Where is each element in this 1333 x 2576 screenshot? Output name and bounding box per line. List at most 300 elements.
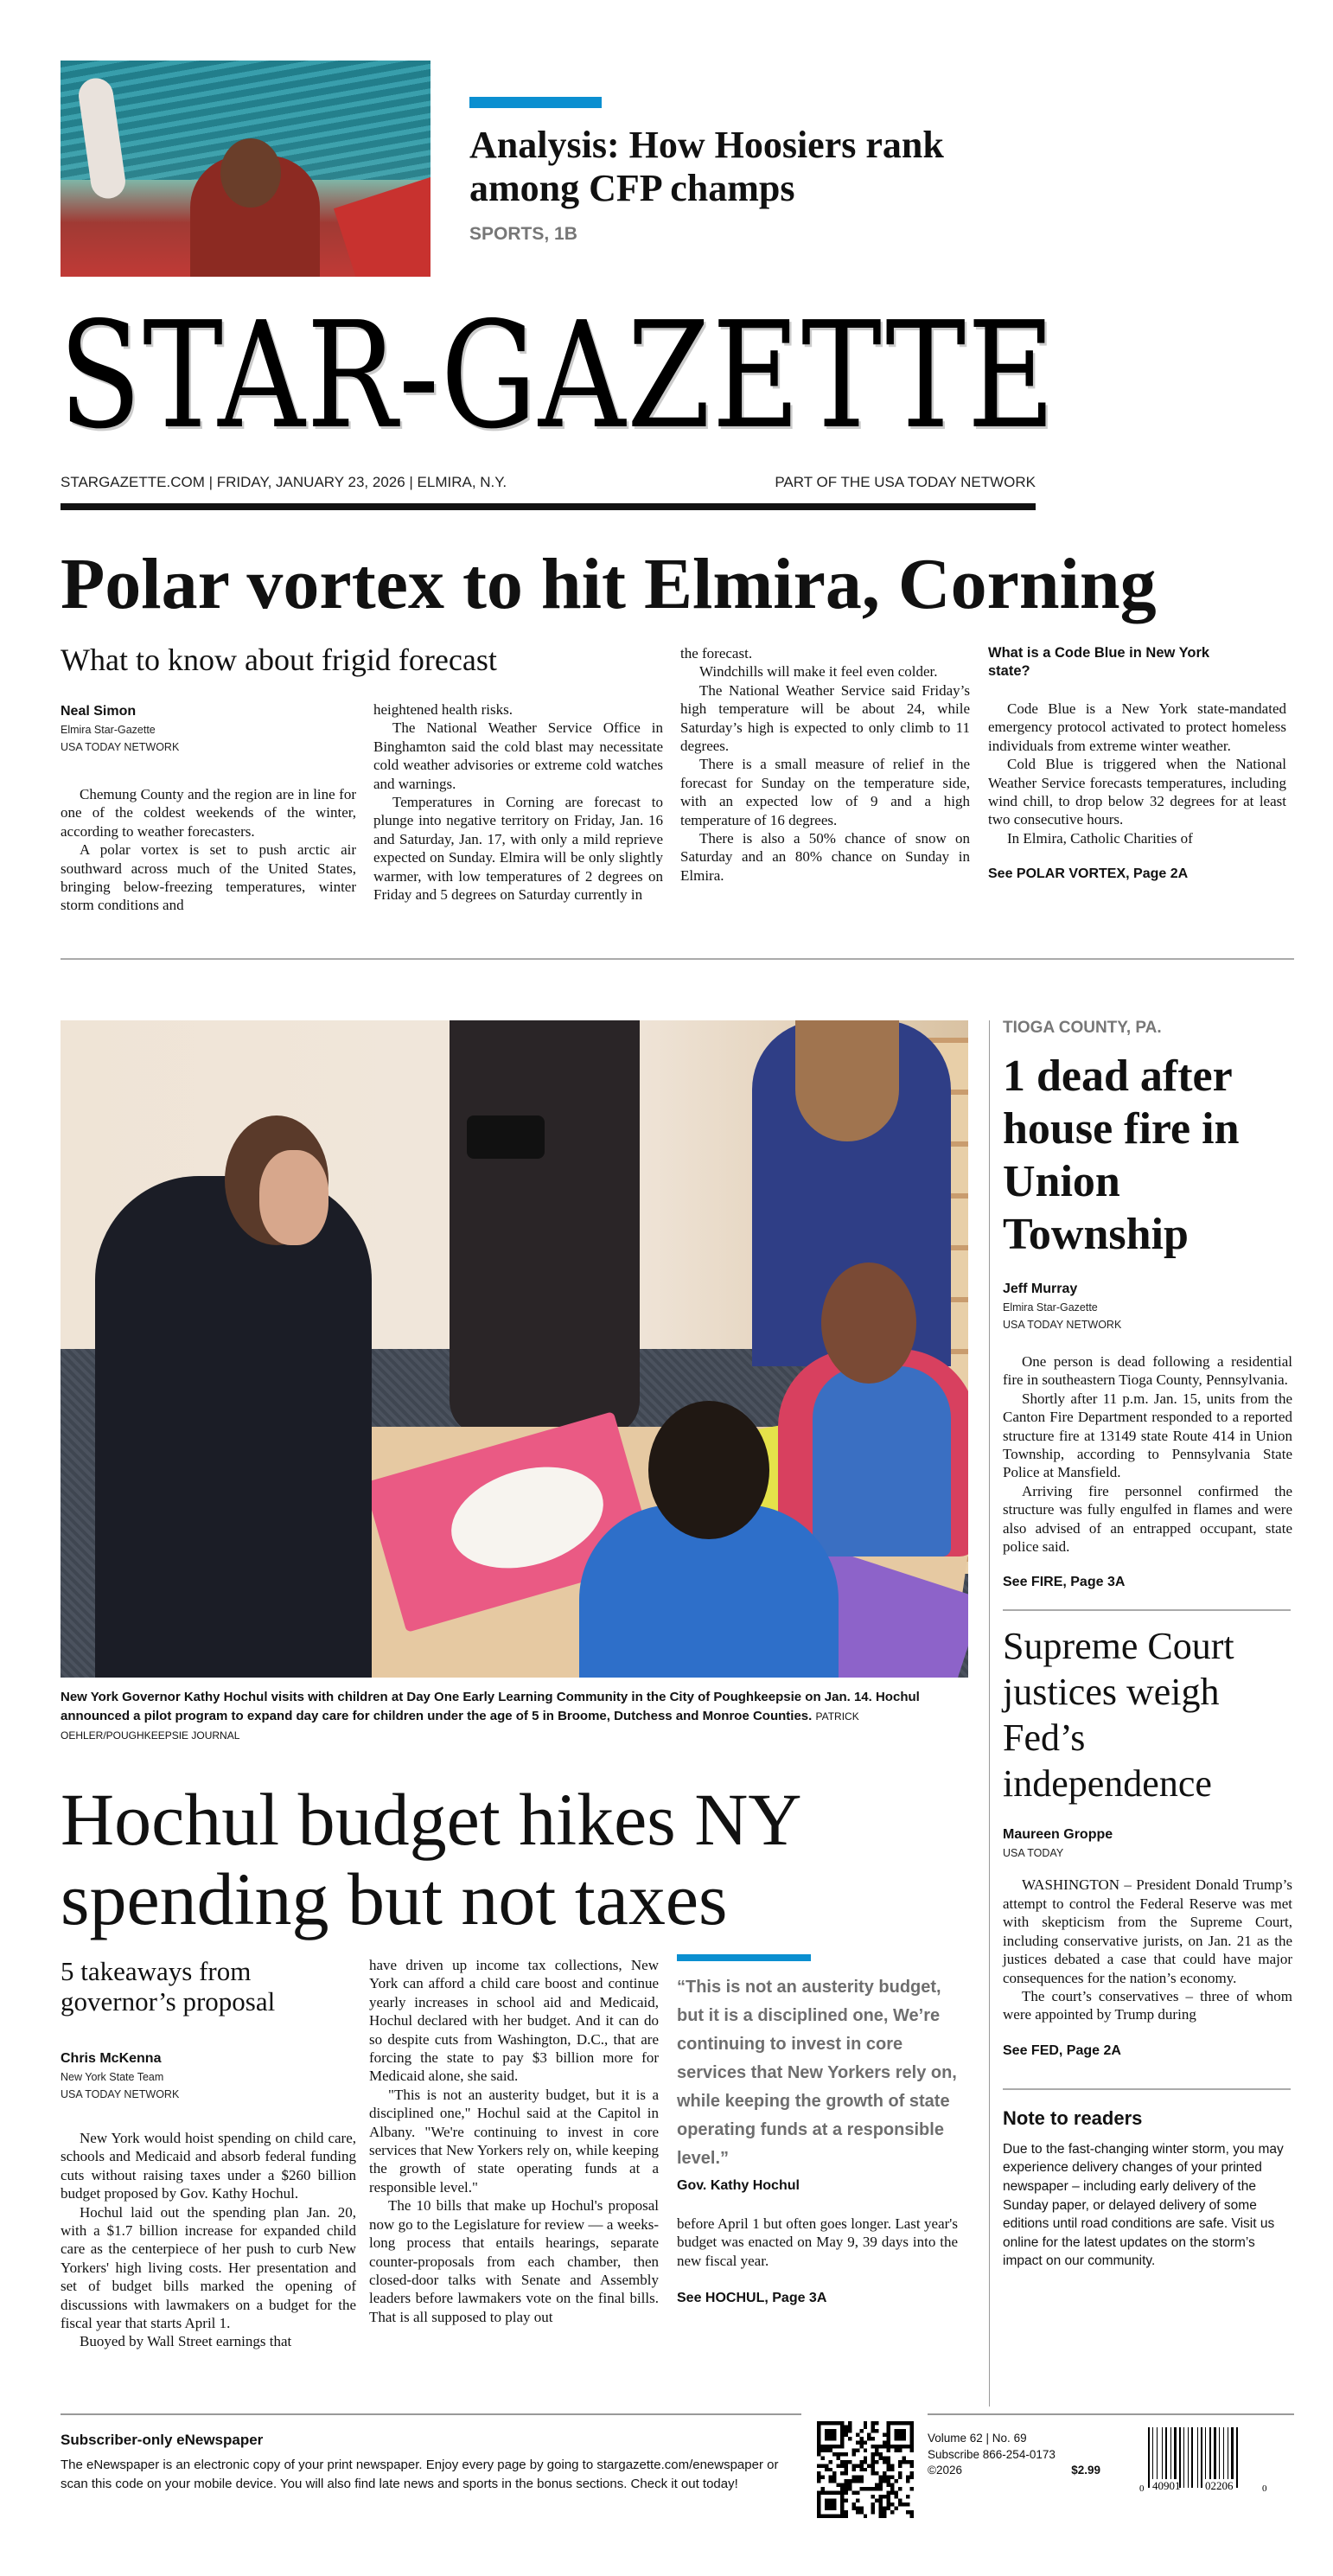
qr-module [887,2468,890,2471]
qr-module [848,2421,851,2425]
photo-child-front-head [648,1401,769,1539]
qr-module [848,2437,851,2440]
qr-module [890,2445,894,2448]
teaser-block [469,97,1005,245]
qr-module [859,2487,863,2490]
qr-module [883,2456,886,2459]
enewspaper-title: Subscriber-only eNewspaper [61,2432,264,2448]
qr-module [828,2448,832,2451]
qr-module [871,2425,875,2428]
qr-module [879,2510,883,2514]
qr-module [825,2491,828,2495]
qr-module [895,2491,898,2495]
qr-module [832,2445,836,2448]
lead-headline[interactable]: Polar vortex to hit Elmira, Corning [61,544,1157,624]
qr-module [871,2452,875,2456]
qr-module [832,2507,836,2510]
qr-module [817,2425,820,2428]
qr-module [844,2487,847,2490]
qr-module [875,2499,878,2502]
paragraph: Shortly after 11 p.m. Jan. 15, units from the Canton Fire Department responded to a reported structure fire at 13149 state Route 414 in Union Township, according to Pennsylvania State Police at Mansfield. [1003,1390,1292,1481]
qr-module [844,2515,847,2518]
qr-module [895,2479,898,2483]
qr-module [898,2429,902,2432]
qr-module [871,2507,875,2510]
byline [61,702,356,756]
qr-module [840,2460,844,2464]
qr-module [856,2491,859,2495]
qr-module [879,2452,883,2456]
qr-module [828,2476,832,2479]
barcode-digit: 02206 [1205,2479,1234,2492]
enewspaper-body: The eNewspaper is an electronic copy of your print newspaper. Enjoy every page by going to stargazette.com/enewspaper or scan this code on your mobile device. You will also find late news and sports in the bonus sections. Check it out today! [61,2458,779,2491]
qr-module [832,2499,836,2502]
barcode-digit: 0 [1262,2483,1267,2494]
qr-module [883,2510,886,2514]
qr-module [890,2468,894,2471]
qr-module [867,2432,871,2436]
qr-module [910,2440,914,2444]
qr-module [844,2464,847,2467]
qr-module [910,2421,914,2425]
qr-module [820,2421,824,2425]
qr-module [856,2510,859,2514]
qr-module [895,2429,898,2432]
qr-module [864,2440,867,2444]
article-column [680,644,970,885]
teaser-photo[interactable] [61,61,431,277]
qr-module [828,2499,832,2502]
qr-module [856,2507,859,2510]
hochul-subhead: 5 takeaways from governor’s proposal [61,1956,276,2017]
qr-module [817,2471,820,2475]
qr-module [887,2445,890,2448]
qr-module [906,2476,909,2479]
qr-module [840,2491,844,2495]
barcode-bar [1148,2427,1150,2488]
qr-module [828,2507,832,2510]
qr-module [883,2476,886,2479]
qr-module [859,2429,863,2432]
qr-module [825,2445,828,2448]
qr-module [879,2445,883,2448]
caption-text: New York Governor Kathy Hochul visits with children at Day One Early Learning Community in the City of Poughkeepsie on Jan. 14. Hochul announced a pilot program to expand day care for children under the age of 5 in Broome, Dutchess and Monroe Counties. [61,1690,920,1723]
qr-module [851,2507,855,2510]
masthead-rule [61,503,1036,510]
column-divider [989,1020,990,2407]
byline-outlet: Elmira Star-Gazette [61,724,156,736]
qr-module [898,2487,902,2490]
qr-module [851,2464,855,2467]
qr-module [871,2495,875,2498]
qr-module [887,2483,890,2487]
qr-module [817,2502,820,2506]
photo-sign [334,176,431,277]
codeblue-subhead: What is a Code Blue in New York state? [988,645,1210,679]
qr-module [832,2502,836,2506]
masthead-logo: STAR-GAZETTE [59,291,1057,462]
article-column [369,1956,659,2326]
qr-module [864,2515,867,2518]
qr-module [898,2445,902,2448]
teaser-headline[interactable]: Analysis: How Hoosiers rank among CFP champs [469,124,944,209]
qr-module [902,2429,906,2432]
network-tagline: PART OF THE USA TODAY NETWORK [775,474,1036,490]
paragraph: Arriving fire personnel confirmed the structure was fully engulfed in flames and were also advised of an entrapped occupant, state police said. [1003,1482,1292,1556]
qr-module [820,2464,824,2467]
qr-module [840,2440,844,2444]
qr-module [910,2487,914,2490]
fire-headline[interactable]: 1 dead after house fire in Union Township [1003,1051,1240,1259]
qr-module [828,2515,832,2518]
note-title: Note to readers [1003,2106,1143,2129]
photo-governor-face [259,1150,328,1245]
section-divider [1003,1609,1291,1611]
qr-module [898,2476,902,2479]
qr-module [879,2495,883,2498]
barcode-bar [1188,2427,1189,2488]
article-column [61,2129,356,2351]
qr-module [871,2429,875,2432]
qr-module [825,2464,828,2467]
qr-code-icon[interactable] [817,2421,914,2518]
byline-name: Neal Simon [61,704,137,719]
qr-module [832,2421,836,2425]
paragraph: Cold Blue is triggered when the National Weather Service forecasts temperatures, including wind chill, to drop below 32 degrees for at least two consecutive hours. [988,756,1286,828]
qr-module [828,2437,832,2440]
qr-module [887,2456,890,2459]
barcode-bar [1201,2427,1202,2488]
teaser-accent-bar [469,97,602,108]
paragraph: "This is not an austerity budget, but it is a disciplined one," Hochul said at the Capitol in Albany. "We're continuing to invest in core services that New Yorkers rely on, while keeping the growth of state operating funds at a responsible level." [369,2086,659,2196]
qr-module [906,2502,909,2506]
qr-module [817,2515,820,2518]
qr-module [910,2437,914,2440]
qr-module [844,2468,847,2471]
qr-module [906,2510,909,2514]
qr-module [895,2448,898,2451]
photo-player-head [220,138,281,208]
qr-module [817,2429,820,2432]
qr-module [887,2448,890,2451]
paragraph: Temperatures in Corning are forecast to plunge into negative territory on Friday, Jan. 16 and Saturday, Jan. 17, with only a mild reprieve expected on Sunday. Elmira will be only slightly warmer, with low temperatures of 2 degrees on Friday and 5 degrees on Saturday currently in [373,794,663,904]
qr-module [902,2460,906,2464]
qr-module [887,2464,890,2467]
paragraph: Buoyed by Wall Street earnings that [80,2333,292,2350]
qr-module [820,2491,824,2495]
qr-module [828,2421,832,2425]
qr-module [825,2432,828,2436]
qr-module [859,2510,863,2514]
qr-module [820,2445,824,2448]
qr-module [883,2460,886,2464]
qr-module [864,2468,867,2471]
qr-module [883,2471,886,2475]
qr-module [848,2460,851,2464]
qr-module [825,2448,828,2451]
qr-module [840,2483,844,2487]
jump-link[interactable]: See FIRE, Page 3A [1003,1575,1126,1590]
paragraph: Chemung County and the region are in line for one of the coldest weekends of the winter, according to weather forecasters. [61,786,356,840]
paragraph: WASHINGTON – President Donald Trump’s attempt to control the Federal Reserve was met with skepticism from the Supreme Court, including conservative jurists, on Jan. 21 as the justices debated a case that could have major consequences for the nation’s economy. [1003,1876,1292,1986]
qr-module [875,2487,878,2490]
qr-module [844,2432,847,2436]
qr-module [883,2515,886,2518]
paragraph: The National Weather Service Office in Binghamton said the cold blast may necessitate cold weather advisories or extreme cold watches and warnings. [373,719,663,792]
qr-module [859,2464,863,2467]
qr-module [875,2421,878,2425]
jump-link[interactable]: See FED, Page 2A [1003,2042,1121,2058]
qr-module [836,2452,839,2456]
qr-module [879,2515,883,2518]
qr-module [879,2456,883,2459]
qr-module [817,2491,820,2495]
byline-outlet: USA TODAY [1003,1847,1064,1860]
masthead-strip [61,474,1036,491]
qr-module [902,2437,906,2440]
footer-divider [61,2413,801,2415]
qr-module [836,2421,839,2425]
barcode-bar [1236,2427,1238,2488]
qr-module [840,2421,844,2425]
paragraph: One person is dead following a residential fire in southeastern Tioga County, Pennsylvania. [1003,1353,1292,1389]
paragraph: There is a small measure of relief in the forecast for Sunday on the temperature side, with an expected low of 9 and a high temperature of 16 degrees. [680,756,970,828]
jump-link[interactable]: See HOCHUL, Page 3A [677,2291,827,2306]
qr-module [859,2437,863,2440]
teaser-section-ref: SPORTS, 1B [469,224,577,244]
paragraph: The National Weather Service said Friday’s high temperature will be about 24, while Saturday’s high is expected to only climb to 11 degrees. [680,681,970,755]
copyright: ©2026 [928,2464,962,2477]
qr-module [828,2491,832,2495]
qr-module [820,2456,824,2459]
qr-module [895,2495,898,2498]
fed-headline[interactable]: Supreme Court justices weigh Fed’s independence [1003,1625,1234,1806]
qr-module [832,2437,836,2440]
qr-module [895,2437,898,2440]
qr-module [895,2445,898,2448]
qr-module [836,2515,839,2518]
qr-module [883,2495,886,2498]
qr-module [875,2483,878,2487]
paragraph: the forecast. [680,645,753,662]
qr-module [817,2476,820,2479]
qr-module [887,2491,890,2495]
qr-module [859,2476,863,2479]
qr-module [887,2429,890,2432]
qr-module [817,2437,820,2440]
paragraph: Code Blue is a New York state-mandated emergency protocol activated to protect homeless individuals from extreme winter weather. [988,700,1286,754]
qr-module [910,2429,914,2432]
qr-module [840,2507,844,2510]
byline [61,2049,356,2103]
qr-module [902,2432,906,2436]
qr-module [832,2471,836,2475]
qr-module [851,2479,855,2483]
paragraph: There is also a 50% chance of snow on Saturday and an 80% chance on Sunday in Elmira. [680,830,970,884]
hochul-left-column [61,1956,356,2351]
qr-module [906,2479,909,2483]
qr-module [864,2487,867,2490]
qr-module [887,2476,890,2479]
qr-module [828,2468,832,2471]
qr-module [859,2445,863,2448]
hochul-headline[interactable] [61,1780,985,1939]
byline-name: Chris McKenna [61,2051,162,2066]
article-column [677,2215,958,2270]
qr-module [840,2502,844,2506]
qr-module [844,2460,847,2464]
headline-line: spending but not taxes [61,1857,728,1940]
qr-module [902,2421,906,2425]
qr-module [879,2483,883,2487]
paragraph: New York would hoist spending on child care, schools and Medicaid and absorb federal funding cuts without raising taxes under a $260 billion budget proposed by Gov. Kathy Hochul. [61,2130,356,2202]
photo-caption [61,1688,973,1745]
qr-module [898,2499,902,2502]
qr-module [825,2468,828,2471]
qr-module [820,2476,824,2479]
qr-module [887,2421,890,2425]
qr-module [836,2491,839,2495]
qr-module [817,2479,820,2483]
barcode-bar [1183,2427,1184,2488]
qr-module [848,2483,851,2487]
qr-module [910,2515,914,2518]
qr-module [887,2495,890,2498]
article-column [373,700,663,904]
byline [1003,1280,1292,1333]
qr-module [851,2502,855,2506]
qr-module [836,2483,839,2487]
qr-module [851,2448,855,2451]
qr-module [906,2445,909,2448]
qr-module [864,2421,867,2425]
qr-module [856,2499,859,2502]
qr-module [871,2487,875,2490]
qr-module [890,2421,894,2425]
qr-module [910,2432,914,2436]
qr-module [871,2510,875,2514]
qr-module [817,2432,820,2436]
qr-module [867,2487,871,2490]
qr-module [883,2479,886,2483]
qr-module [832,2476,836,2479]
qr-module [906,2421,909,2425]
qr-module [890,2464,894,2467]
qr-module [859,2468,863,2471]
qr-module [828,2502,832,2506]
qr-module [825,2499,828,2502]
qr-module [828,2460,832,2464]
photo-child-head [821,1262,916,1384]
pull-quote-accent-bar [677,1954,811,1961]
pull-quote: “This is not an austerity budget, but it is a disciplined one, We’re continuing to invest in core services that New Yorkers rely on, while keeping the growth of state operating funds at a responsible level.” [677,1978,957,2168]
qr-module [848,2429,851,2432]
qr-module [848,2425,851,2428]
qr-module [836,2464,839,2467]
byline-network: USA TODAY NETWORK [61,2088,180,2100]
qr-module [879,2479,883,2483]
qr-module [898,2471,902,2475]
qr-module [817,2452,820,2456]
qr-module [840,2425,844,2428]
qr-module [902,2456,906,2459]
fire-kicker: TIOGA COUNTY, PA. [1003,1019,1162,1037]
qr-module [883,2432,886,2436]
qr-module [817,2495,820,2498]
qr-module [895,2421,898,2425]
byline [1003,1825,1292,1862]
qr-module [898,2432,902,2436]
qr-module [840,2464,844,2467]
qr-module [844,2471,847,2475]
qr-module [887,2425,890,2428]
qr-module [859,2460,863,2464]
qr-module [856,2448,859,2451]
qr-module [817,2507,820,2510]
qr-module [825,2421,828,2425]
codeblue-block [988,644,1286,882]
lead-subhead: What to know about frigid forecast [61,642,497,677]
qr-module [890,2491,894,2495]
qr-module [910,2460,914,2464]
dateline: STARGAZETTE.COM | FRIDAY, JANUARY 23, 2026 | ELMIRA, N.Y. [61,474,507,490]
qr-module [906,2460,909,2464]
qr-module [871,2502,875,2506]
lead-photo[interactable] [61,1020,968,1678]
qr-module [844,2479,847,2483]
price: $2.99 [1071,2464,1100,2477]
qr-module [910,2464,914,2467]
article-column [1003,1352,1292,1556]
qr-module [906,2495,909,2498]
qr-module [879,2487,883,2490]
jump-link[interactable]: See POLAR VORTEX, Page 2A [988,866,1189,882]
paragraph: The 10 bills that make up Hochul's proposal now go to the Legislature for review — a weeks-long process that entails hearings, separate counter-proposals from each chamber, then closed-door talks with Senate and Assembly leaders before lawmakers vote on the final bills. That is all supposed to play out [369,2197,659,2325]
qr-module [898,2464,902,2467]
byline-network: USA TODAY NETWORK [61,741,180,753]
qr-module [832,2479,836,2483]
barcode-bar [1197,2427,1198,2488]
qr-module [898,2448,902,2451]
qr-module [848,2479,851,2483]
qr-module [840,2429,844,2432]
section-divider [61,958,1294,960]
qr-module [832,2452,836,2456]
qr-module [875,2445,878,2448]
qr-module [875,2448,878,2451]
qr-module [825,2429,828,2432]
qr-module [820,2487,824,2490]
byline-outlet: New York State Team [61,2071,164,2083]
qr-module [879,2476,883,2479]
pull-quote-attribution: Gov. Kathy Hochul [677,2178,800,2193]
qr-module [844,2452,847,2456]
qr-module [851,2452,855,2456]
qr-module [828,2432,832,2436]
qr-module [867,2464,871,2467]
qr-module [910,2425,914,2428]
barcode-digit: 40901 [1152,2479,1181,2492]
qr-module [864,2425,867,2428]
paragraph: heightened health risks. [373,701,513,718]
right-rail [1003,1019,1292,2271]
paragraph: A polar vortex is set to push arctic air southward across much of the United States, bringing below-freezing temperatures, winter storm conditions and [61,841,356,914]
qr-module [871,2468,875,2471]
qr-module [817,2510,820,2514]
qr-module [840,2495,844,2498]
qr-module [817,2421,820,2425]
qr-module [890,2502,894,2506]
